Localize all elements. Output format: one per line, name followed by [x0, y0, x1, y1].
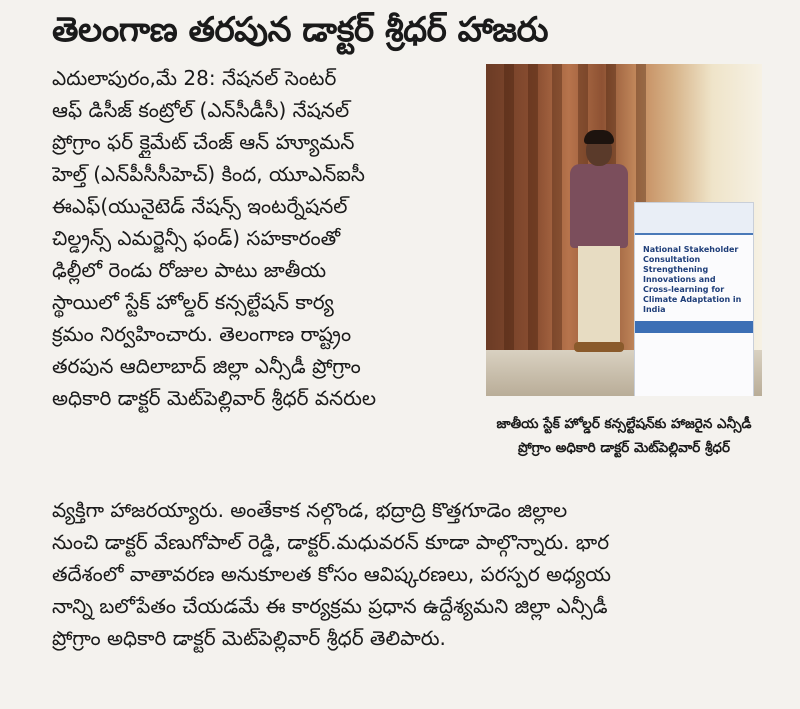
- person-figure: [564, 134, 634, 354]
- event-photo: [486, 64, 762, 396]
- article-line: నుంచి డాక్టర్ వేణుగోపాల్ రెడ్డి, డాక్టర్.మధువరన్ కూడా పాల్గొన్నారు. భార: [52, 530, 610, 554]
- article-column-left: [52, 62, 472, 414]
- article-line: హెల్త్ (ఎన్‌పీసీసీహెచ్) కింద, యూఎన్ఐసీ: [52, 162, 365, 186]
- article-line: తదేశంలో వాతావరణ అనుకూలత కోసం ఆవిష్కరణలు, పరస్పర అధ్యయ: [52, 562, 611, 586]
- article-line: ఆఫ్ డిసీజ్ కంట్రోల్ (ఎన్‌సీడీసీ) నేషనల్: [52, 98, 350, 122]
- article-line: క్రమం నిర్వహించారు. తెలంగాణ రాష్ట్రం: [52, 322, 352, 346]
- banner-title: National Stakeholder Consultation Strengthening Innovations and Cross-learning for Climate Adaptation in India: [643, 245, 742, 314]
- caption-line: ప్రోగ్రాం అధికారి డాక్టర్ మెట్‌పెల్లివార్ శ్రీధర్: [518, 440, 730, 456]
- article-column-wide: [52, 494, 762, 654]
- photo-caption: [486, 412, 762, 460]
- caption-line: జాతీయ స్టేక్ హోల్డర్ కన్సల్టేషన్‌కు హాజరైన ఎన్సీడీ: [496, 416, 752, 432]
- article-line: అధికారి డాక్టర్ మెట్‌పెల్లివార్ శ్రీధర్ వనరుల: [52, 386, 377, 410]
- article-line: తరపున ఆదిలాబాద్ జిల్లా ఎన్సీడీ ప్రోగ్రాం: [52, 354, 361, 378]
- article-line: వ్యక్తిగా హాజరయ్యారు. అంతేకాక నల్గొండ, భద్రాద్రి కొత్తగూడెం జిల్లాల: [52, 498, 568, 522]
- consultation-banner: [634, 202, 754, 396]
- article-line: ప్రోగ్రాం ఫర్ క్లైమేట్ చేంజ్ ఆన్ హ్యూమన్: [52, 130, 355, 154]
- headline: తెలంగాణ తరపున డాక్టర్ శ్రీధర్ హాజరు: [52, 10, 549, 50]
- article-line: ఈఎఫ్(యునైటెడ్ నేషన్స్ ఇంటర్నేషనల్: [52, 194, 348, 218]
- article-line: స్థాయిలో స్టేక్ హోల్డర్ కన్సల్టేషన్ కార్య: [52, 290, 334, 314]
- article-line: నాన్ని బలోపేతం చేయడమే ఈ కార్యక్రమ ప్రధాన ఉద్దేశ్యమని జిల్లా ఎన్సీడీ: [52, 594, 608, 618]
- next-headline-cropped: [52, 694, 472, 709]
- article-line: ప్రోగ్రాం అధికారి డాక్టర్ మెట్‌పెల్లివార్ శ్రీధర్ తెలిపారు.: [52, 626, 446, 650]
- article-line: చిల్డ్రన్స్ ఎమర్జెన్సీ ఫండ్) సహకారంతో: [52, 226, 341, 250]
- article-line: ఢిల్లీలో రెండు రోజుల పాటు జాతీయ: [52, 258, 327, 282]
- article-line: ఎదులాపురం,మే 28: నేషనల్ సెంటర్: [52, 66, 337, 90]
